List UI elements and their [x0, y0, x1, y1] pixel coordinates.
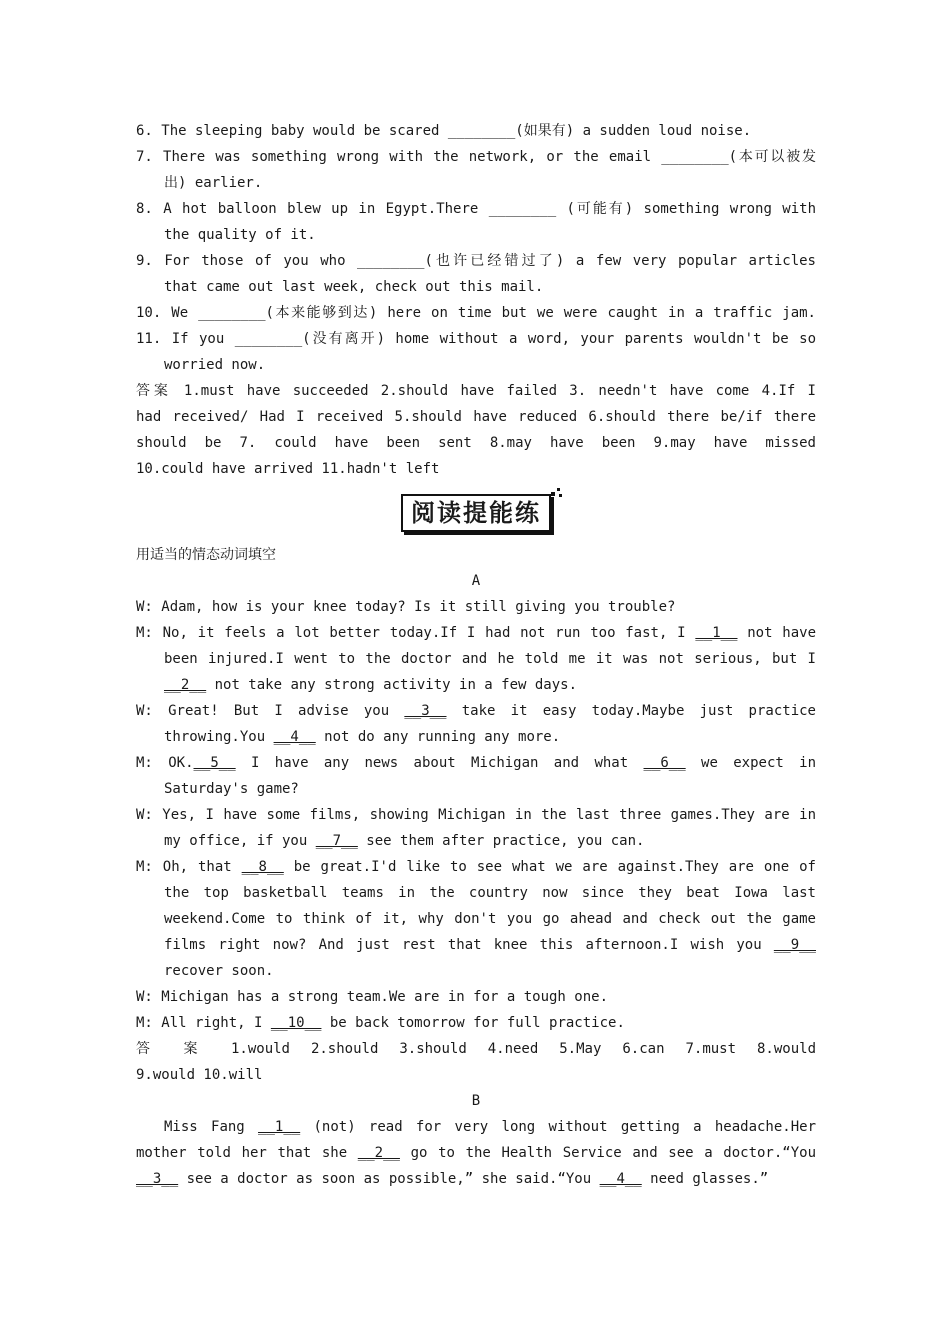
answer-key-a-line1: 答 案 1.would 2.should 3.should 4.need 5.May 6.can 7.must 8.would: [136, 1041, 816, 1057]
dialog-line: [136, 828, 816, 854]
banner-title: 阅读提能练: [411, 499, 541, 527]
dialog-line: been injured.I went to the doctor and he told me it was not serious, but I: [164, 651, 816, 667]
dialog-line: W: Yes, I have some films, showing Michigan in the last three games.They are in: [136, 807, 816, 823]
dialog-line: [136, 1010, 816, 1036]
dialog-text: be great.I'd like to see what we are against.They are one of: [283, 859, 816, 875]
blank-9: __9__: [773, 937, 816, 953]
banner-box: [401, 494, 551, 532]
dialog-text: be back tomorrow for full practice.: [321, 1015, 625, 1031]
passage-text: need glasses.”: [641, 1171, 769, 1187]
dialog-text: M: Oh, that: [136, 859, 242, 875]
blank-1: __1__: [695, 625, 738, 641]
blank-5: __5__: [193, 755, 236, 771]
question-7-line2: 出) earlier.: [164, 175, 263, 191]
dialog-text: not do any running any more.: [315, 729, 561, 745]
question-8-line1: 8. A hot balloon blew up in Egypt.There ________ (可能有) something wrong with: [136, 201, 816, 217]
blank-10: __10__: [270, 1015, 322, 1031]
blank-b4: __4__: [599, 1171, 642, 1187]
dialog-line: [136, 932, 816, 958]
question-7-line1: 7. There was something wrong with the network, or the email ________(本可以被发: [136, 149, 816, 165]
blank-7: __7__: [315, 833, 358, 849]
dialog-text: see them after practice, you can.: [357, 833, 645, 849]
dialog-line: [136, 672, 816, 698]
dialog-line: [136, 750, 816, 776]
dialog-text: my office, if you: [164, 833, 316, 849]
question-11-line1: 11. If you ________(没有离开) home without a word, your parents wouldn't be so: [136, 331, 816, 347]
blank-b2: __2__: [357, 1145, 400, 1161]
blank-6: __6__: [643, 755, 686, 771]
dialog-text: take it easy today.Maybe just practice: [446, 703, 816, 719]
dialog-text: I have any news about Michigan and what: [235, 755, 644, 771]
section-a-label: A: [471, 573, 481, 589]
instruction-text: 用适当的情态动词填空: [136, 547, 276, 563]
dialog-line: Saturday's game?: [164, 781, 299, 797]
answer-key-line3: should be 7. could have been sent 8.may have been 9.may have missed: [136, 435, 816, 451]
dialog-line: recover soon.: [164, 963, 274, 979]
answer-key-line1: 答案 1.must have succeeded 2.should have failed 3. needn't have come 4.If I: [136, 383, 816, 399]
answer-key-line2: had received/ Had I received 5.should have reduced 6.should there be/if there: [136, 409, 816, 425]
answer-key-a-line2: 9.would 10.will: [136, 1067, 263, 1083]
question-9-line1: 9. For those of you who ________(也许已经错过了) a few very popular articles: [136, 253, 816, 269]
dialog-line: [136, 724, 816, 750]
question-6: 6. The sleeping baby would be scared ________(如果有) a sudden loud noise.: [136, 123, 752, 139]
dialog-text: not take any strong activity in a few days.: [206, 677, 578, 693]
passage-line: [136, 1140, 816, 1166]
blank-4: __4__: [273, 729, 316, 745]
dialog-line: [136, 698, 816, 724]
blank-2: __2__: [164, 677, 207, 693]
passage-line: [136, 1166, 816, 1192]
passage-line: [136, 1114, 816, 1140]
question-8-line2: the quality of it.: [164, 227, 316, 243]
blank-3: __3__: [404, 703, 447, 719]
question-11-line2: worried now.: [164, 357, 266, 373]
dialog-line: W: Adam, how is your knee today? Is it still giving you trouble?: [136, 599, 676, 615]
dialog-line: the top basketball teams in the country now since they beat Iowa last: [164, 885, 816, 901]
blank-b3: __3__: [136, 1171, 179, 1187]
section-b-label: B: [471, 1093, 481, 1109]
corner-squares-icon: [551, 488, 563, 500]
dialog-text: M: OK.: [136, 755, 194, 771]
passage-text: Miss Fang: [164, 1119, 259, 1135]
answer-key-line4: 10.could have arrived 11.hadn't left: [136, 461, 440, 477]
section-banner: [136, 488, 816, 538]
dialog-text: films right now? And just rest that knee this afternoon.I wish you: [164, 937, 774, 953]
question-9-line2: that came out last week, check out this mail.: [164, 279, 544, 295]
passage-text: go to the Health Service and see a doctor.“You: [399, 1145, 816, 1161]
passage-text: mother told her that she: [136, 1145, 358, 1161]
dialog-line: [136, 854, 816, 880]
passage-text: see a doctor as soon as possible,” she said.“You: [178, 1171, 600, 1187]
dialog-line: weekend.Come to think of it, why don't you go ahead and check out the game: [164, 911, 816, 927]
blank-b1: __1__: [258, 1119, 301, 1135]
question-10: 10. We ________(本来能够到达) here on time but we were caught in a traffic jam.: [136, 305, 816, 321]
dialog-line: [136, 620, 816, 646]
dialog-text: M: No, it feels a lot better today.If I had not run too fast, I: [136, 625, 696, 641]
dialog-text: W: Great! But I advise you: [136, 703, 405, 719]
document-page: [136, 118, 816, 1192]
passage-text: (not) read for very long without getting a headache.Her: [300, 1119, 816, 1135]
dialog-text: not have: [737, 625, 816, 641]
dialog-text: M: All right, I: [136, 1015, 271, 1031]
dialog-text: throwing.You: [164, 729, 274, 745]
dialog-line: W: Michigan has a strong team.We are in for a tough one.: [136, 989, 609, 1005]
blank-8: __8__: [241, 859, 284, 875]
dialog-text: we expect in: [685, 755, 816, 771]
